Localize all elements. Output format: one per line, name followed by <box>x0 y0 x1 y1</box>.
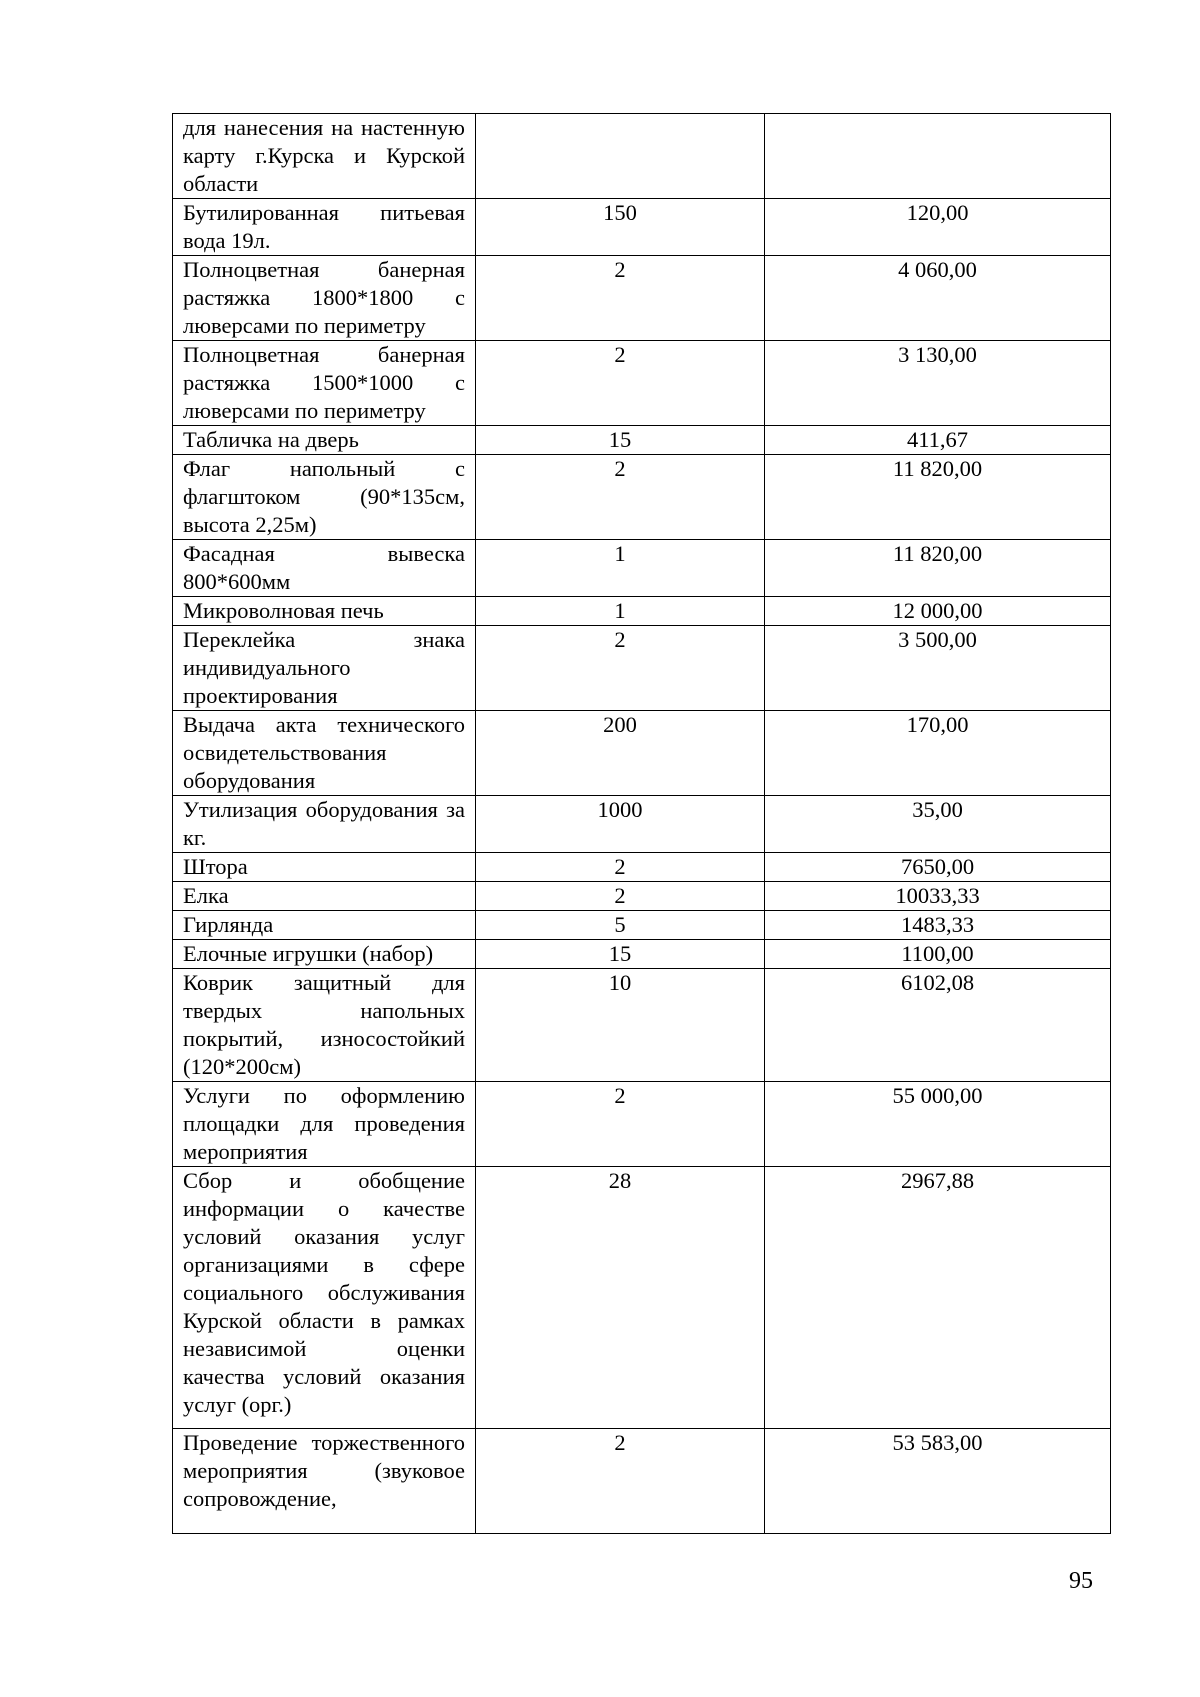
table-row <box>173 341 1111 426</box>
item-name-cell: Фасадная вывеска 800*600мм <box>173 540 476 597</box>
table-row <box>173 540 1111 597</box>
item-name-cell: для нанесения на настенную карту г.Курска и Курской области <box>173 114 476 199</box>
item-name-cell: Елка <box>173 882 476 911</box>
table-row <box>173 114 1111 199</box>
table-row <box>173 426 1111 455</box>
quantity-cell: 1000 <box>476 796 765 853</box>
quantity-cell: 150 <box>476 199 765 256</box>
table-row <box>173 882 1111 911</box>
table-row <box>173 455 1111 540</box>
quantity-cell: 2 <box>476 341 765 426</box>
price-cell: 4 060,00 <box>765 256 1111 341</box>
price-cell: 11 820,00 <box>765 540 1111 597</box>
price-cell: 3 500,00 <box>765 626 1111 711</box>
quantity-cell: 15 <box>476 426 765 455</box>
price-cell: 170,00 <box>765 711 1111 796</box>
quantity-cell: 10 <box>476 969 765 1082</box>
table-row <box>173 199 1111 256</box>
table-row <box>173 626 1111 711</box>
table-body <box>173 114 1111 1534</box>
quantity-cell: 2 <box>476 256 765 341</box>
quantity-cell: 200 <box>476 711 765 796</box>
quantity-cell <box>476 114 765 199</box>
item-name-cell: Утилизация оборудования за кг. <box>173 796 476 853</box>
item-name-cell: Елочные игрушки (набор) <box>173 940 476 969</box>
item-name-cell: Полноцветная банерная растяжка 1500*1000 с люверсами по периметру <box>173 341 476 426</box>
price-cell: 7650,00 <box>765 853 1111 882</box>
price-cell: 6102,08 <box>765 969 1111 1082</box>
table-row <box>173 256 1111 341</box>
quantity-cell: 2 <box>476 1429 765 1534</box>
quantity-cell: 2 <box>476 1082 765 1167</box>
item-name-cell: Переклейка знака индивидуального проектирования <box>173 626 476 711</box>
price-cell: 11 820,00 <box>765 455 1111 540</box>
table-row <box>173 1167 1111 1429</box>
price-cell: 10033,33 <box>765 882 1111 911</box>
goods-services-table <box>172 113 1111 1534</box>
table-row <box>173 940 1111 969</box>
item-name-cell: Штора <box>173 853 476 882</box>
price-cell: 120,00 <box>765 199 1111 256</box>
price-cell: 1100,00 <box>765 940 1111 969</box>
item-name-cell: Микроволновая печь <box>173 597 476 626</box>
table-row <box>173 853 1111 882</box>
quantity-cell: 1 <box>476 540 765 597</box>
price-cell: 2967,88 <box>765 1167 1111 1429</box>
item-name-cell: Флаг напольный с флагштоком (90*135см, высота 2,25м) <box>173 455 476 540</box>
page-number: 95 <box>1069 1568 1093 1594</box>
item-name-cell: Выдача акта технического освидетельствования оборудования <box>173 711 476 796</box>
table-row <box>173 911 1111 940</box>
price-cell: 35,00 <box>765 796 1111 853</box>
quantity-cell: 2 <box>476 882 765 911</box>
table-row <box>173 1082 1111 1167</box>
table-row <box>173 796 1111 853</box>
price-cell: 411,67 <box>765 426 1111 455</box>
quantity-cell: 1 <box>476 597 765 626</box>
quantity-cell: 2 <box>476 626 765 711</box>
table-row <box>173 969 1111 1082</box>
quantity-cell: 5 <box>476 911 765 940</box>
item-name-cell: Коврик защитный для твердых напольных покрытий, износостойкий (120*200см) <box>173 969 476 1082</box>
quantity-cell: 15 <box>476 940 765 969</box>
price-cell: 1483,33 <box>765 911 1111 940</box>
price-cell: 12 000,00 <box>765 597 1111 626</box>
table-row <box>173 597 1111 626</box>
item-name-cell: Проведение торжественного мероприятия (звуковое сопровождение, <box>173 1429 476 1534</box>
item-name-cell: Бутилированная питьевая вода 19л. <box>173 199 476 256</box>
price-cell <box>765 114 1111 199</box>
price-cell: 53 583,00 <box>765 1429 1111 1534</box>
price-cell: 55 000,00 <box>765 1082 1111 1167</box>
table-row <box>173 1429 1111 1534</box>
table-row <box>173 711 1111 796</box>
item-name-cell: Табличка на дверь <box>173 426 476 455</box>
quantity-cell: 28 <box>476 1167 765 1429</box>
item-name-cell: Сбор и обобщение информации о качестве условий оказания услуг организациями в сфере социального обслуживания Курской области в рамках независимой оценки качества условий оказания услуг (орг.) <box>173 1167 476 1429</box>
price-cell: 3 130,00 <box>765 341 1111 426</box>
item-name-cell: Гирлянда <box>173 911 476 940</box>
quantity-cell: 2 <box>476 455 765 540</box>
item-name-cell: Услуги по оформлению площадки для проведения мероприятия <box>173 1082 476 1167</box>
item-name-cell: Полноцветная банерная растяжка 1800*1800 с люверсами по периметру <box>173 256 476 341</box>
quantity-cell: 2 <box>476 853 765 882</box>
